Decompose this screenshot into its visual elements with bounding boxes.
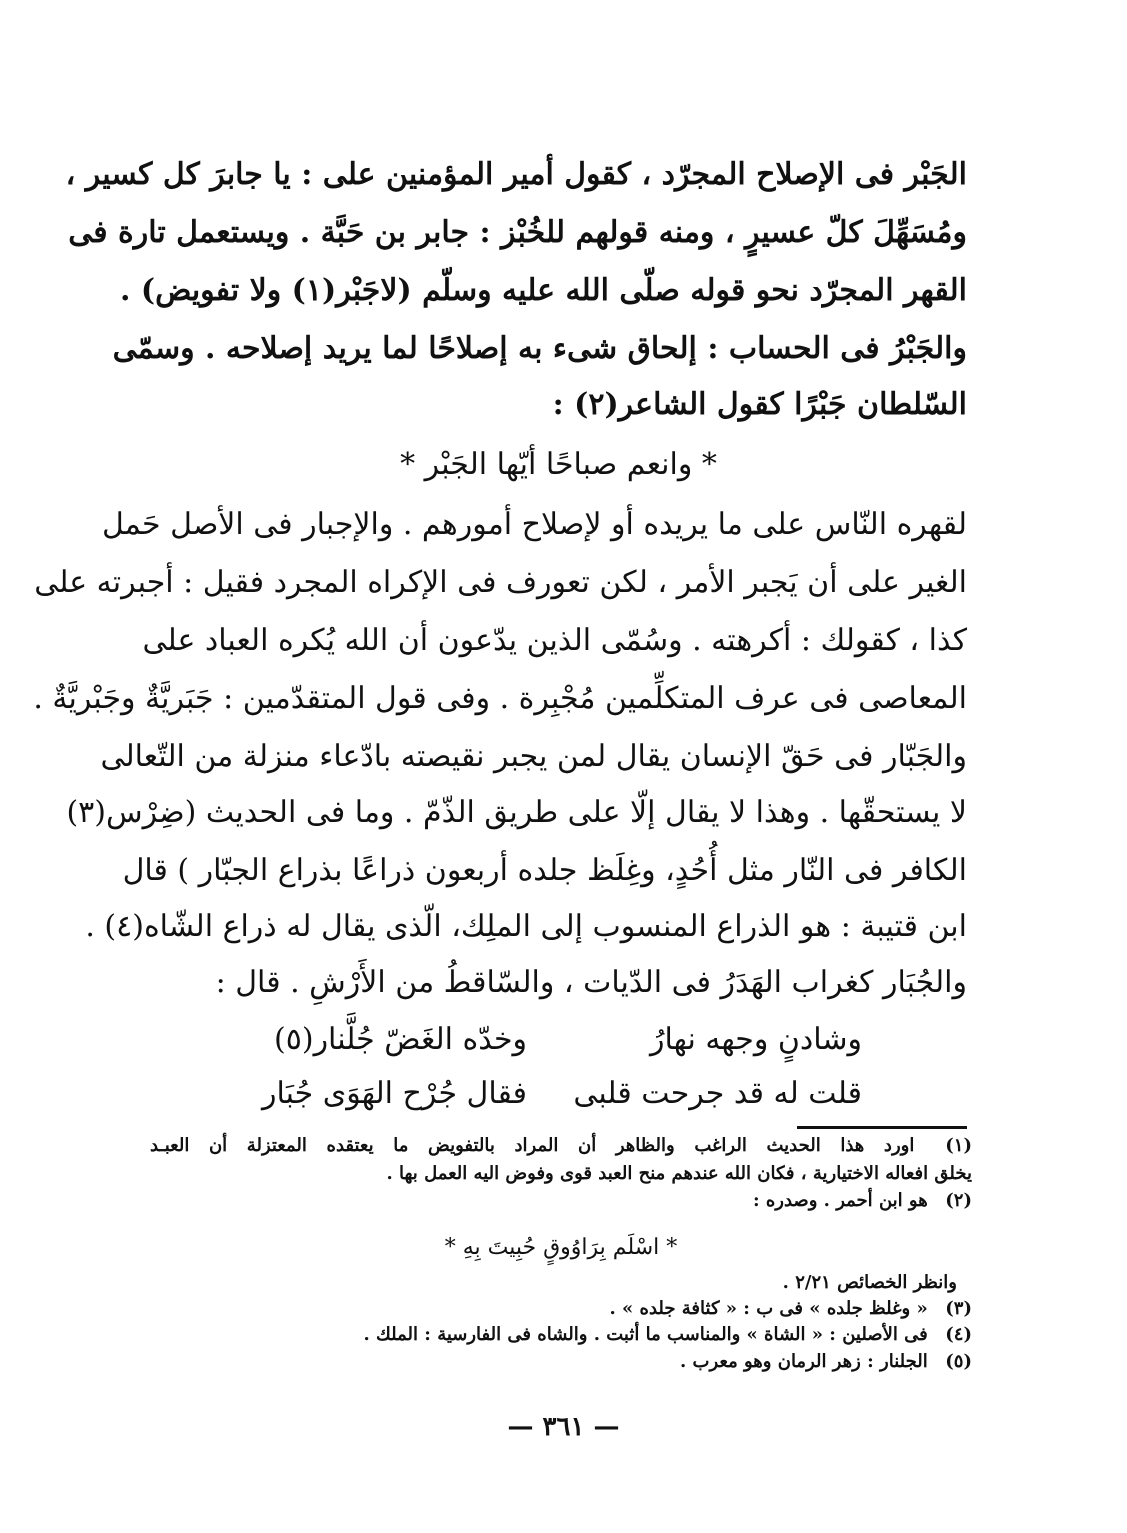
footnote-3	[150, 1300, 972, 1318]
body-line-12: لا يستحقّها . وهذا لا يقال إلّا على طريق الذّمّ . وما فى الحديث (ضِرْس(٣)	[66, 795, 967, 830]
footnote-4	[150, 1326, 972, 1344]
footnote-text: الجلنار : زهر الرمان وهو معرب .	[679, 1351, 928, 1372]
footnote-text: يخلق افعاله الاختيارية ، فكان الله عندهم منح العبد قوى وفوض اليه العمل بها .	[386, 1163, 972, 1184]
footnote-number: (٢)	[945, 1190, 972, 1211]
body-line-7: لقهره النّاس على ما يريده أو لإصلاح أمورهم . والإجبار فى الأصل حَمل	[101, 507, 967, 542]
footnote-2	[150, 1192, 972, 1210]
page-number: — ٣٦١ —	[507, 1412, 620, 1442]
footnote-text: فى الأصلين : « الشاة » والمناسب ما أثبت . والشاه فى الفارسية : الملك .	[363, 1324, 928, 1345]
body-line-13: الكافر فى النّار مثل أُحُدٍ، وغِلَظ جلده أربعون ذراعًا بذراع الجبّار ) قال	[122, 853, 967, 888]
footnote-text: هو ابن أحمر . وصدره :	[752, 1190, 928, 1211]
footnote-text: اورد هذا الحديث الراغب والظاهر أن المراد بالتفويض ما يعتقده المعتزلة أن العبـد	[150, 1135, 915, 1156]
footnote-separator	[797, 1126, 967, 1129]
body-line-15: والجُبَار كغراب الهَدَرُ فى الدّيات ، والسّاقطُ من الأَرْشِ . قال :	[215, 965, 967, 1000]
footnote-2-reference	[150, 1274, 957, 1292]
footnote-number: (٤)	[945, 1324, 972, 1345]
body-line-1: الجَبْر فى الإصلاح المجرّد ، كقول أمير المؤمنين على : يا جابرَ كل كسير ،	[65, 157, 967, 192]
footnote-number: (٥)	[945, 1351, 972, 1372]
footnote-1	[150, 1137, 972, 1155]
footnote-number: (٣)	[945, 1298, 972, 1319]
body-line-5: السّلطان جَبْرًا كقول الشاعر(٢) :	[552, 387, 967, 422]
verse-1-first-hemistich: وشادنٍ وجهه نهارُ	[650, 1022, 862, 1057]
footnote-5	[150, 1353, 972, 1371]
footnote-text: * اسْلَم بِرَاوُوقٍ حُبِيتَ بِهِ *	[444, 1235, 678, 1260]
body-line-14: ابن قتيبة : هو الذراع المنسوب إلى الملِك، الّذى يقال له ذراع الشّاه(٤) .	[85, 909, 967, 944]
verse-1-second-hemistich: وخدّه الغَضّ جُلَّنار(٥)	[274, 1022, 527, 1057]
body-line-8: الغير على أن يَجبر الأمر ، لكن تعورف فى الإكراه المجرد فقيل : أجبرته على	[34, 565, 967, 600]
body-line-11: والجَبّار فى حَقّ الإنسان يقال لمن يجبر نقيصته بادّعاء منزلة من التّعالى	[100, 739, 967, 774]
body-line-4: والجَبْرُ فى الحساب : إلحاق شىء به إصلاحًا لما يريد إصلاحه . وسمّى	[112, 331, 967, 366]
footnote-2-verse	[150, 1237, 972, 1259]
body-line-10: المعاصى فى عرف المتكلِّمين مُجْبِرة . وفى قول المتقدّمين : جَبَريَّةٌ وجَبْريَّةٌ .	[33, 681, 967, 716]
verse-2-first-hemistich: قلت له قد جرحت قلبى	[573, 1076, 862, 1111]
footnote-text: وانظر الخصائص ٢/٢١ .	[782, 1272, 957, 1293]
body-line-9: كذا ، كقولك : أكرهته . وسُمّى الذين يدّعون أن الله يُكره العباد على	[142, 623, 967, 658]
verse-2-second-hemistich: فقال جُرْح الهَوَى جُبَار	[261, 1076, 527, 1111]
footnote-number: (١)	[945, 1135, 972, 1156]
body-line-3: القهر المجرّد نحو قوله صلّى الله عليه وسلّم (لاجَبْر(١) ولا تفويض) .	[119, 273, 967, 308]
body-line-2: ومُسَهِّلَ كلّ عسيرٍ ، ومنه قولهم للخُبْز : جابر بن حَبَّة . ويستعمل تارة فى	[68, 215, 967, 250]
footnote-text: « وغلظ جلده » فى ب : « كثافة جلده » .	[609, 1298, 928, 1319]
quoted-hemistich: * وانعم صباحًا أيّها الجَبْر *	[400, 447, 717, 482]
footnote-1-continued	[150, 1165, 972, 1183]
